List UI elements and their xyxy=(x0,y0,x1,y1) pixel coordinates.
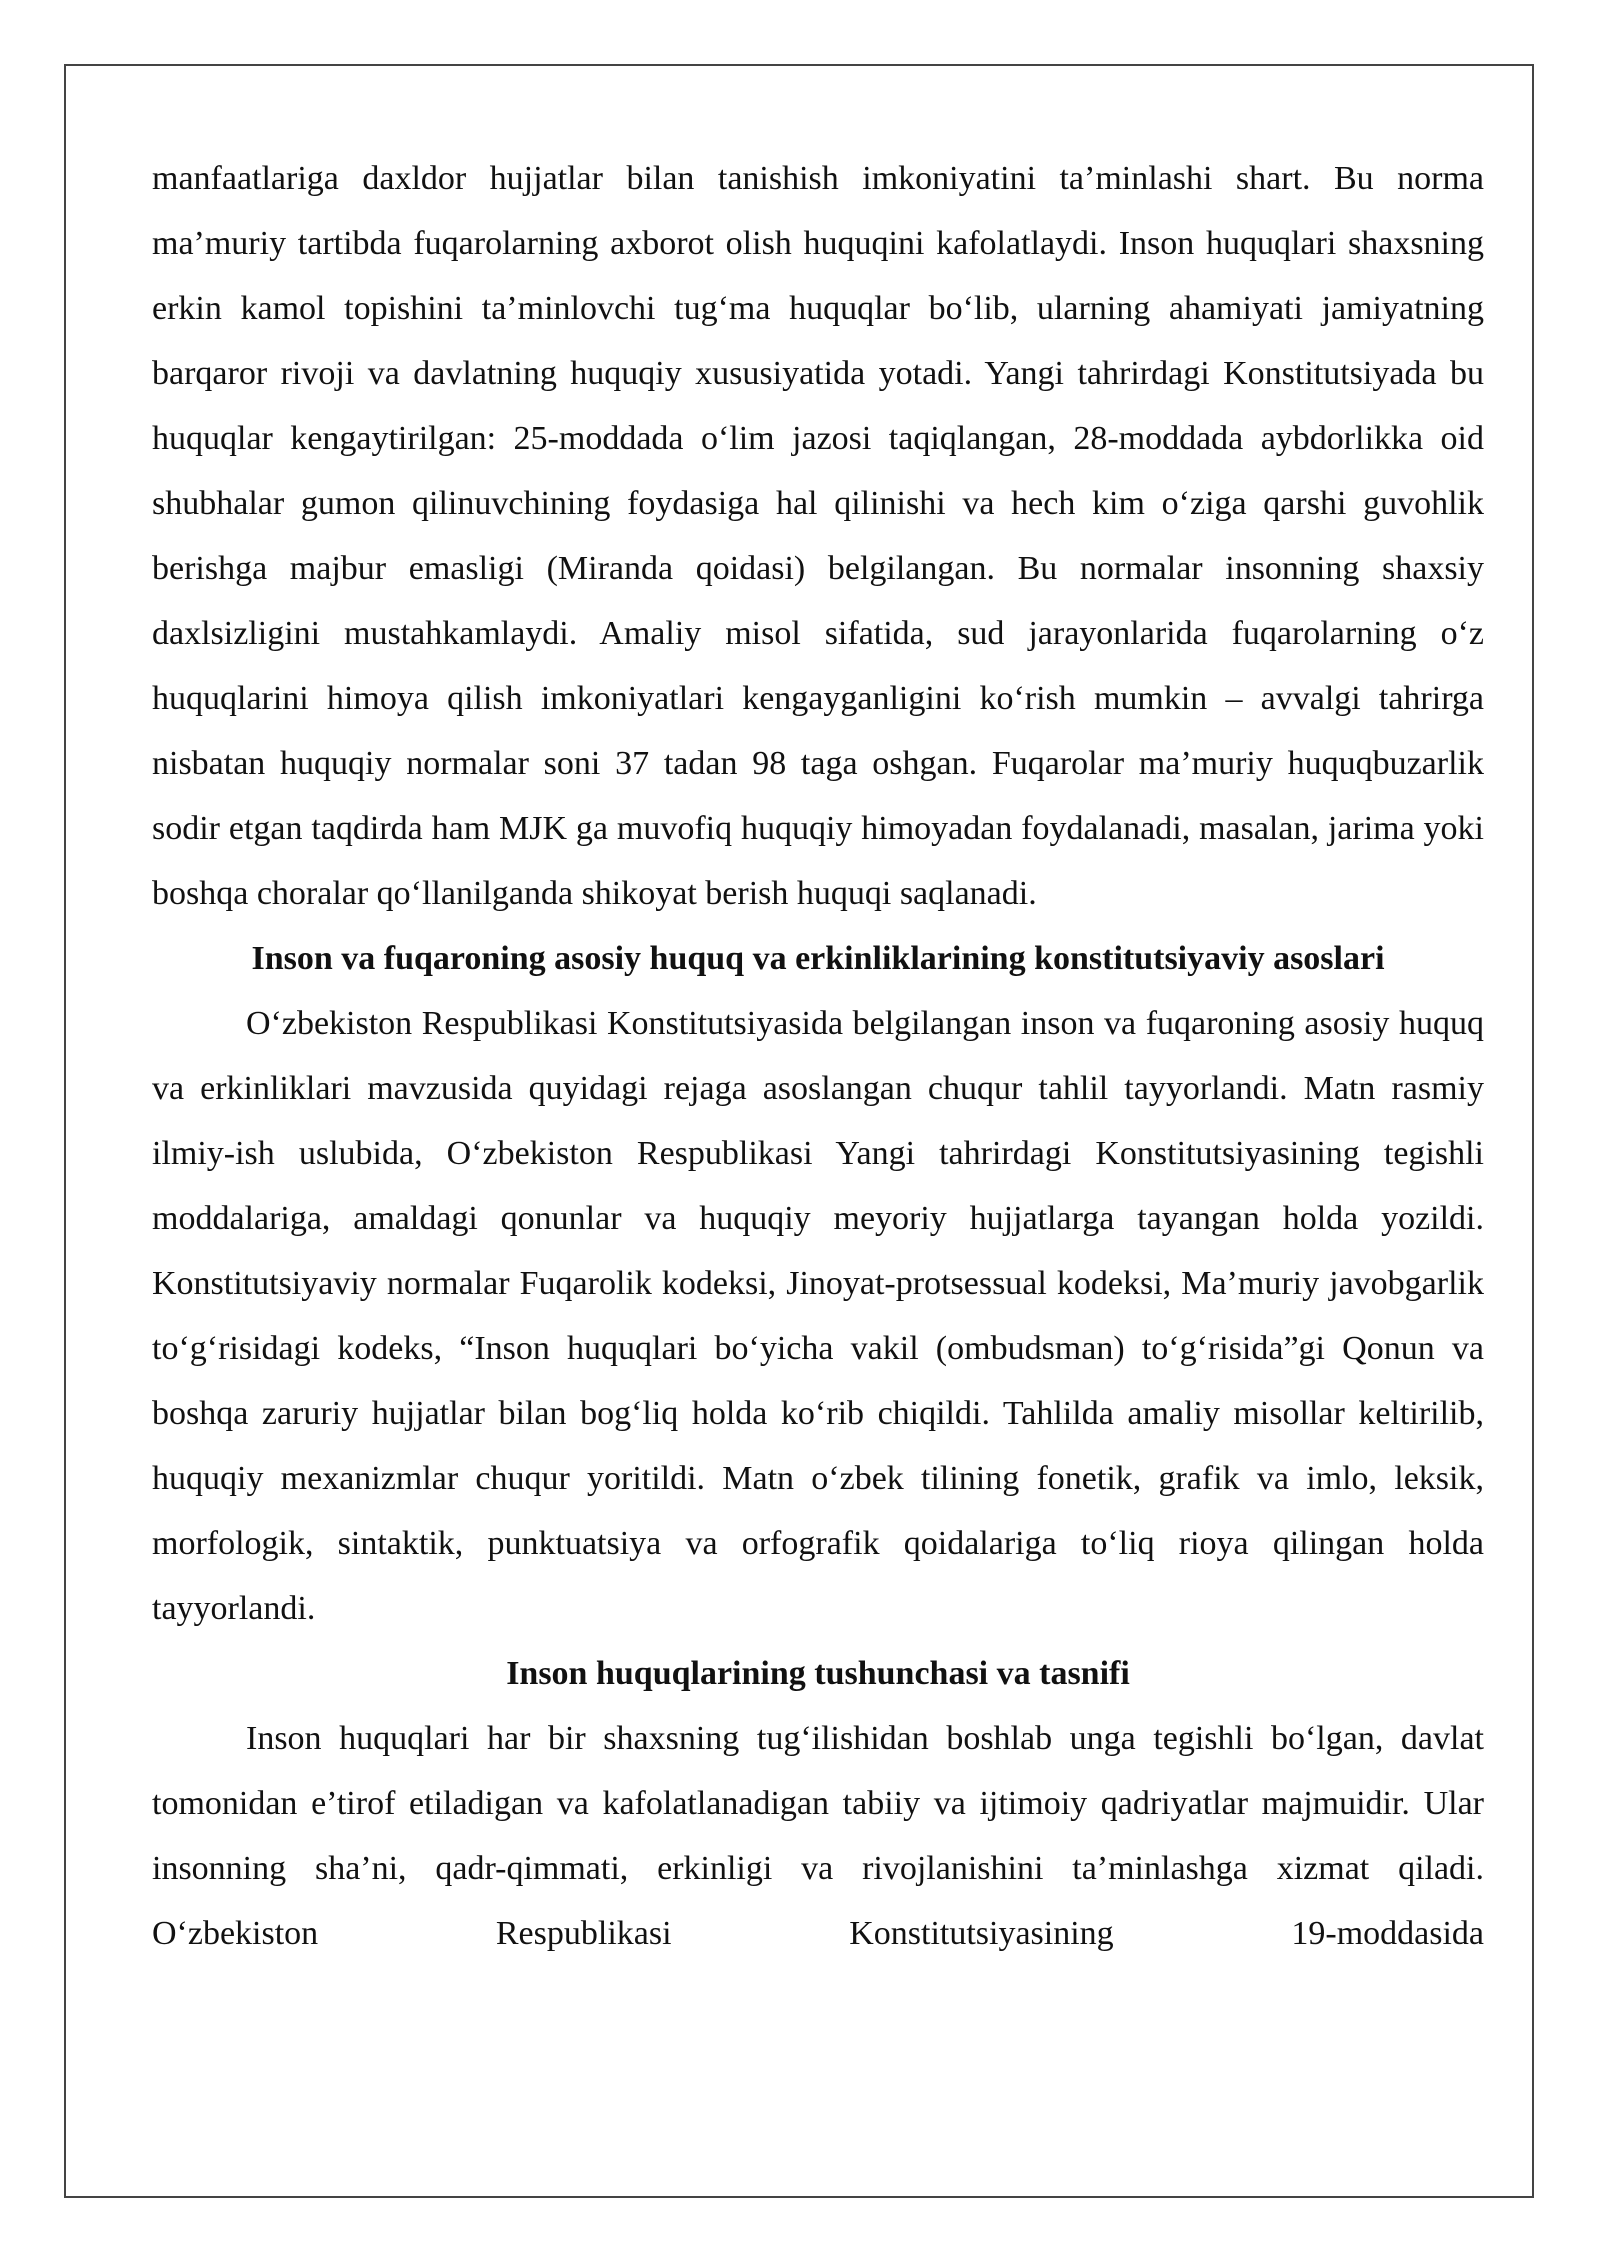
paragraph-introduction: O‘zbekiston Respublikasi Konstitutsiyasida belgilangan inson va fuqaroning asosiy huquq va erkinliklari mavzusida quyidagi rejaga asoslangan chuqur tahlil tayyorlandi. Matn rasmiy ilmiy-ish uslubida, O‘zbekiston Respublikasi Yangi tahrirdagi Konstitutsiyasining tegishli moddalariga, amaldagi qonunlar va huquqiy meyoriy hujjatlarga tayangan holda yozildi. Konstitutsiyaviy normalar Fuqarolik kodeksi, Jinoyat-protsessual kodeksi, Ma’muriy javobgarlik to‘g‘risidagi kodeks, “Inson huquqlari bo‘yicha vakil (ombudsman) to‘g‘risida”gi Qonun va boshqa zaruriy hujjatlar bilan bog‘liq holda ko‘rib chiqildi. Tahlilda amaliy misollar keltirilib, huquqiy mexanizmlar chuqur yoritildi. Matn o‘zbek tilining fonetik, grafik va imlo, leksik, morfologik, sintaktik, punktuatsiya va orfografik qoidalariga to‘liq rioya qilingan holda tayyorlandi. xyxy=(152,1005,1484,1627)
paragraph-human-rights-definition: Inson huquqlari har bir shaxsning tug‘ilishidan boshlab unga tegishli bo‘lgan, davlat tomonidan e’tirof etiladigan va kafolatlanadigan tabiiy va ijtimoiy qadriyatlar majmuidir. Ular insonning sha’ni, qadr-qimmati, erkinligi va rivojlanishini ta’minlashga xizmat qiladi. O‘zbekiston Respublikasi Konstitutsiyasining 19-moddasida xyxy=(152,1720,1484,1952)
document-body xyxy=(152,146,1484,1966)
section-heading-constitutional-foundations: Inson va fuqaroning asosiy huquq va erkinliklarining konstitutsiyaviy asoslari xyxy=(251,940,1385,977)
section-heading-concept-classification: Inson huquqlarining tushunchasi va tasnifi xyxy=(506,1655,1130,1692)
paragraph-continuation: manfaatlariga daxldor hujjatlar bilan tanishish imkoniyatini ta’minlashi shart. Bu norma ma’muriy tartibda fuqarolarning axborot olish huquqini kafolatlaydi. Inson huquqlari shaxsning erkin kamol topishini ta’minlovchi tug‘ma huquqlar bo‘lib, ularning ahamiyati jamiyatning barqaror rivoji va davlatning huquqiy xususiyatida yotadi. Yangi tahrirdagi Konstitutsiyada bu huquqlar kengaytirilgan: 25-moddada o‘lim jazosi taqiqlangan, 28-moddada aybdorlikka oid shubhalar gumon qilinuvchining foydasiga hal qilinishi va hech kim o‘ziga qarshi guvohlik berishga majbur emasligi (Miranda qoidasi) belgilangan. Bu normalar insonning shaxsiy daxlsizligini mustahkamlaydi. Amaliy misol sifatida, sud jarayonlarida fuqarolarning o‘z huquqlarini himoya qilish imkoniyatlari kengayganligini ko‘rish mumkin – avvalgi tahrirga nisbatan huquqiy normalar soni 37 tadan 98 taga oshgan. Fuqarolar ma’muriy huquqbuzarlik sodir etgan taqdirda ham MJK ga muvofiq huquqiy himoyadan foydalanadi, masalan, jarima yoki boshqa choralar qo‘llanilganda shikoyat berish huquqi saqlanadi. xyxy=(152,160,1484,912)
